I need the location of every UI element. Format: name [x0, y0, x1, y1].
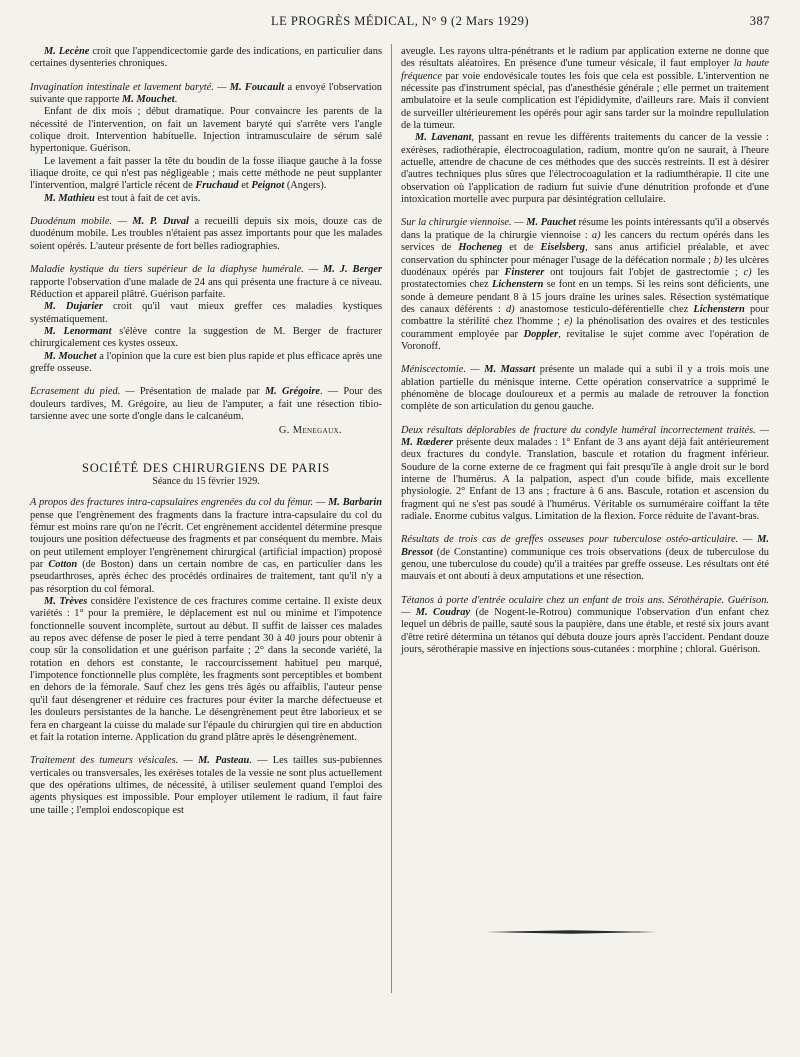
right-column	[401, 46, 769, 656]
lenormant-remark: M. Lenormant s'élève contre la suggestion de M. Berger de fracturer chirurgicalement ces kystes osseux.	[30, 325, 382, 350]
society-title: SOCIÉTÉ DES CHIRURGIENS DE PARIS	[81, 460, 331, 475]
ecrasement-paragraph: Ecrasement du pied. — Présentation de malade par M. Grégoire. — Pour des douleurs tardives, M. Grégoire, au lieu de l'amputer, a fait une résection tibio-tarsienne avec une sorte d'ongle dans le calcanéum.	[30, 386, 382, 422]
page-number: 387	[749, 14, 770, 28]
tetanos-paragraph: Tétanos à porte d'entrée oculaire chez un enfant de trois ans. Sérothérapie. Guérison. — M. Coudray (de Nogent-le-Rotrou) communique l'observation d'un enfant chez lequel un débris de paille, sauté sous la paupière, dans une étable, et resté six jours avant d'être retiré détermina un tétanos qui débuta douze jours après l'accident. Pendant douze jours, sérothérapie massive en injections sous-cutanées : morphine ; chloral. Guérison.	[401, 594, 769, 656]
meniscectomie-paragraph: Méniscectomie. — M. Massart présente un malade qui a subi il y a trois mois une ablation partielle du ménisque interne. Cette opération conservatrice a supprimé le phénomène de blocage douloureux et a permis au malade de retrouver la fonction complète de son articulation du genou gauche.	[401, 364, 769, 413]
lavenant-paragraph: M. Lavenant, passant en revue les différents traitements du cancer de la vessie : exérèses, radiothérapie, électrocoagulation, radium, montre qu'on ne saurait, à l'heure actuelle, attendre de chacune de ces méthodes que des succès restreints. Il est à désirer d'autres techniques plus sûres que l'électrocoagulation et la radiumthérapie. Il cite une observation où l'application de radium fut suivie d'une dénutrition profonde et d'une intoxication mortelle avec purpura par désintégration cellulaire.	[401, 132, 769, 206]
journal-title: LE PROGRÈS MÉDICAL, N° 9 (2 Mars 1929)	[270, 14, 530, 28]
column-divider	[391, 44, 392, 993]
left-column	[30, 46, 382, 817]
seance-date: Séance du 15 février 1929.	[152, 475, 260, 487]
invagination-heading: Invagination intestinale et lavement baryté. — M. Foucault a envoyé l'observation suivante que rapporte M. Mouchet.	[30, 81, 383, 106]
tumeurs-continued: aveugle. Les rayons ultra-pénétrants et le radium par application externe ne donne que des résultats aléatoires. En présence d'une tumeur vésicale, il faut employer la haute fréquence par voie endovésicale toutes les fois que cela est possible. L'intervention ne nécessite pas d'instrument spécial, pas d'anesthésie générale ; elle permet un traitement ambulatoire et la seule complication est l'épididymite, d'ailleurs rare. Mais il convient de surveiller ultérieurement les opérés pour agir sans tarder sur la moindre repullulation de la tumeur.	[401, 46, 769, 132]
kystique-paragraph: Maladie kystique du tiers supérieur de la diaphyse humérale. — M. J. Berger rapporte l'observation d'une malade de 24 ans qui présenta une fracture à ce niveau. Réduction et appareil plâtré. Guérison parfaite.	[30, 264, 382, 300]
condyle-paragraph: Deux résultats déplorables de fracture du condyle huméral incorrectement traités. — M. Rœderer présente deux malades : 1° Enfant de 3 ans ayant déjà fait antérieurement deux fractures du condyle. Translation, bascule et rotation du fragment inférieur. Soudure de la corne externe de ce fragment qui fait presqu'île à angle droit sur le bord interne de l'humérus. A la palpation, aspect d'un coude bifide, mais excellente physiologie. 2° Enfant de 13 ans ; fracture à 6 ans. Bascule, rotation et ascension du fragment qui ne s'est pas soudé à l'humérus. Véritable os surnuméraire coiffant la tête radiale. Enorme cubitus valgus. Limitation de la flexion. Force réduite de l'avant-bras.	[401, 424, 769, 523]
duodenum-paragraph: Duodénum mobile. — M. P. Duval a recueilli depuis six mois, douze cas de duodénum mobile. Les troubles n'étaient pas assez importants pour que les malades soient opérés. L'auteur présente de fort belles radiographies.	[30, 216, 382, 252]
dujarier-remark: M. Dujarier croit qu'il vaut mieux greffer ces maladies kystiques systématiquement.	[30, 301, 382, 325]
viennoise-paragraph: Sur la chirurgie viennoise. — M. Pauchet résume les points intéressants qu'il a observés dans la pratique de la chirurgie viennoise : a) les cancers du rectum opérés dans les services de Hocheneg et de Eiselsberg, sans anus artificiel préalable, et avec conservation du sphincter pour ménager l'usage de la défécation normale ; b) les ulcères duodénaux opérés par Finsterer ont toujours fait l'objet de gastrectomie ; c) les prostatectomies chez Lichenstern se font en un temps. Si les reins sont déficients, une sonde à demeure pendant 8 à 15 jours draine les urines sales. Résection systématique des canaux déférents : d) anastomose testiculo-déférentielle chez Lichenstern pour combattre la stérilité chez l'homme ; e) la phénolisation des ovaires et des testicules couramment employée par Doppler, revitalise le sujet comme avec l'opération de Voronoff.	[401, 217, 770, 352]
treves-remark: M. Trèves considère l'existence de ces fractures comme certaine. Il existe deux variétés : 1° pour la première, le déplacement est nul ou minime et l'impotence fonctionnelle souvent incomplète, surtout au début. Il suffit de laisser ces malades au repos avec défense de poser le pied à terre pendant 30 à 40 jours pour obtenir à coup sûr la consolidation et une guérison parfaite ; 2° dans la seconde variété, la rotation en dehors est constante, le raccourcissement habituel peu marqué, l'impotence fonctionnelle plus complète, les fragments sont perceptibles et bombent en dehors de la fémorale. Sauf chez les gens très âgés ou affaiblis, l'auteur pense qu'il faut désengrener et réduire ces fractures pour éviter la marche défectueuse et les douleurs persistantes de la hanche. Le désengrènement peut être laborieux et se fera en chargeant la cuisse du malade sur l'épaule du chirurgien qui tire en abduction et fait la rotation interne. Application du grand plâtre après le désengrènement.	[30, 596, 382, 743]
tumeurs-paragraph: Traitement des tumeurs vésicales. — M. Pasteau. — Les tailles sus-pubiennes verticales ou transversales, les exérèses totales de la vessie ne sont plus actuellement que des opérations ultimes, de nécessité, à utiliser seulement quand l'emploi des agents physiques est impossible. Pour employer utilement le radium, il faut faire une taille ; l'emploi endoscopique est	[30, 755, 382, 816]
greffes-paragraph: Résultats de trois cas de greffes osseuses pour tuberculose ostéo-articulaire. — M. Bressot (de Constantine) communique ces trois observations (deux de tuberculose du genou, une tuberculose du coude) qu'il a traitées par greffe osseuse. Les résultats ont été mauvais et ont abouti à deux amputations et une résection.	[401, 534, 769, 583]
lecene-paragraph: M. Lecène croit que l'appendicectomie garde des indications, en particulier dans certaines dysenteries chroniques.	[30, 46, 382, 70]
fractures-paragraph: A propos des fractures intra-capsulaires engrenées du col du fémur. — M. Barbarin pense que l'engrènement des fragments dans la fracture intra-capsulaire du col du fémur est moins rare qu'on ne l'écrit. Cet engrènement accidentel détermine presque toujours une position défectueuse des fragments et par conséquent du membre. Mais on peut utilement employer l'engrènement chirurgical (artificial impaction) proposé par Cotton (de Boston) dans un certain nombre de cas, en particulier dans les pseudarthroses, après échec des procédés ordinaires de traitement, tant qu'il n'y a pas résorption du col fémoral.	[30, 497, 382, 595]
end-ornament-rule	[486, 929, 656, 935]
mouchet-remark: M. Mouchet a l'opinion que la cure est bien plus rapide et plus efficace après une greffe osseuse.	[30, 350, 382, 374]
invagination-case: Enfant de dix mois ; début dramatique. Pour convaincre les parents de la nécessité de l'intervention, on fait un lavement baryté qui s'arrête vers l'angle colique droit. Intervention habituelle. Injection intramusculaire de sérum salé hypertonique. Guérison.	[30, 106, 382, 155]
signature: G. Menegaux.	[278, 425, 342, 437]
mathieu-remark: M. Mathieu est tout à fait de cet avis.	[44, 192, 201, 204]
invagination-comment: Le lavement a fait passer la tête du boudin de la fosse iliaque gauche à la fosse iliaque droite, ce qui n'est pas négligeable ; mais cette méthode ne peut supplanter l'intervention, malgré l'article récent de Fruchaud et Peignot (Angers).	[30, 155, 382, 192]
